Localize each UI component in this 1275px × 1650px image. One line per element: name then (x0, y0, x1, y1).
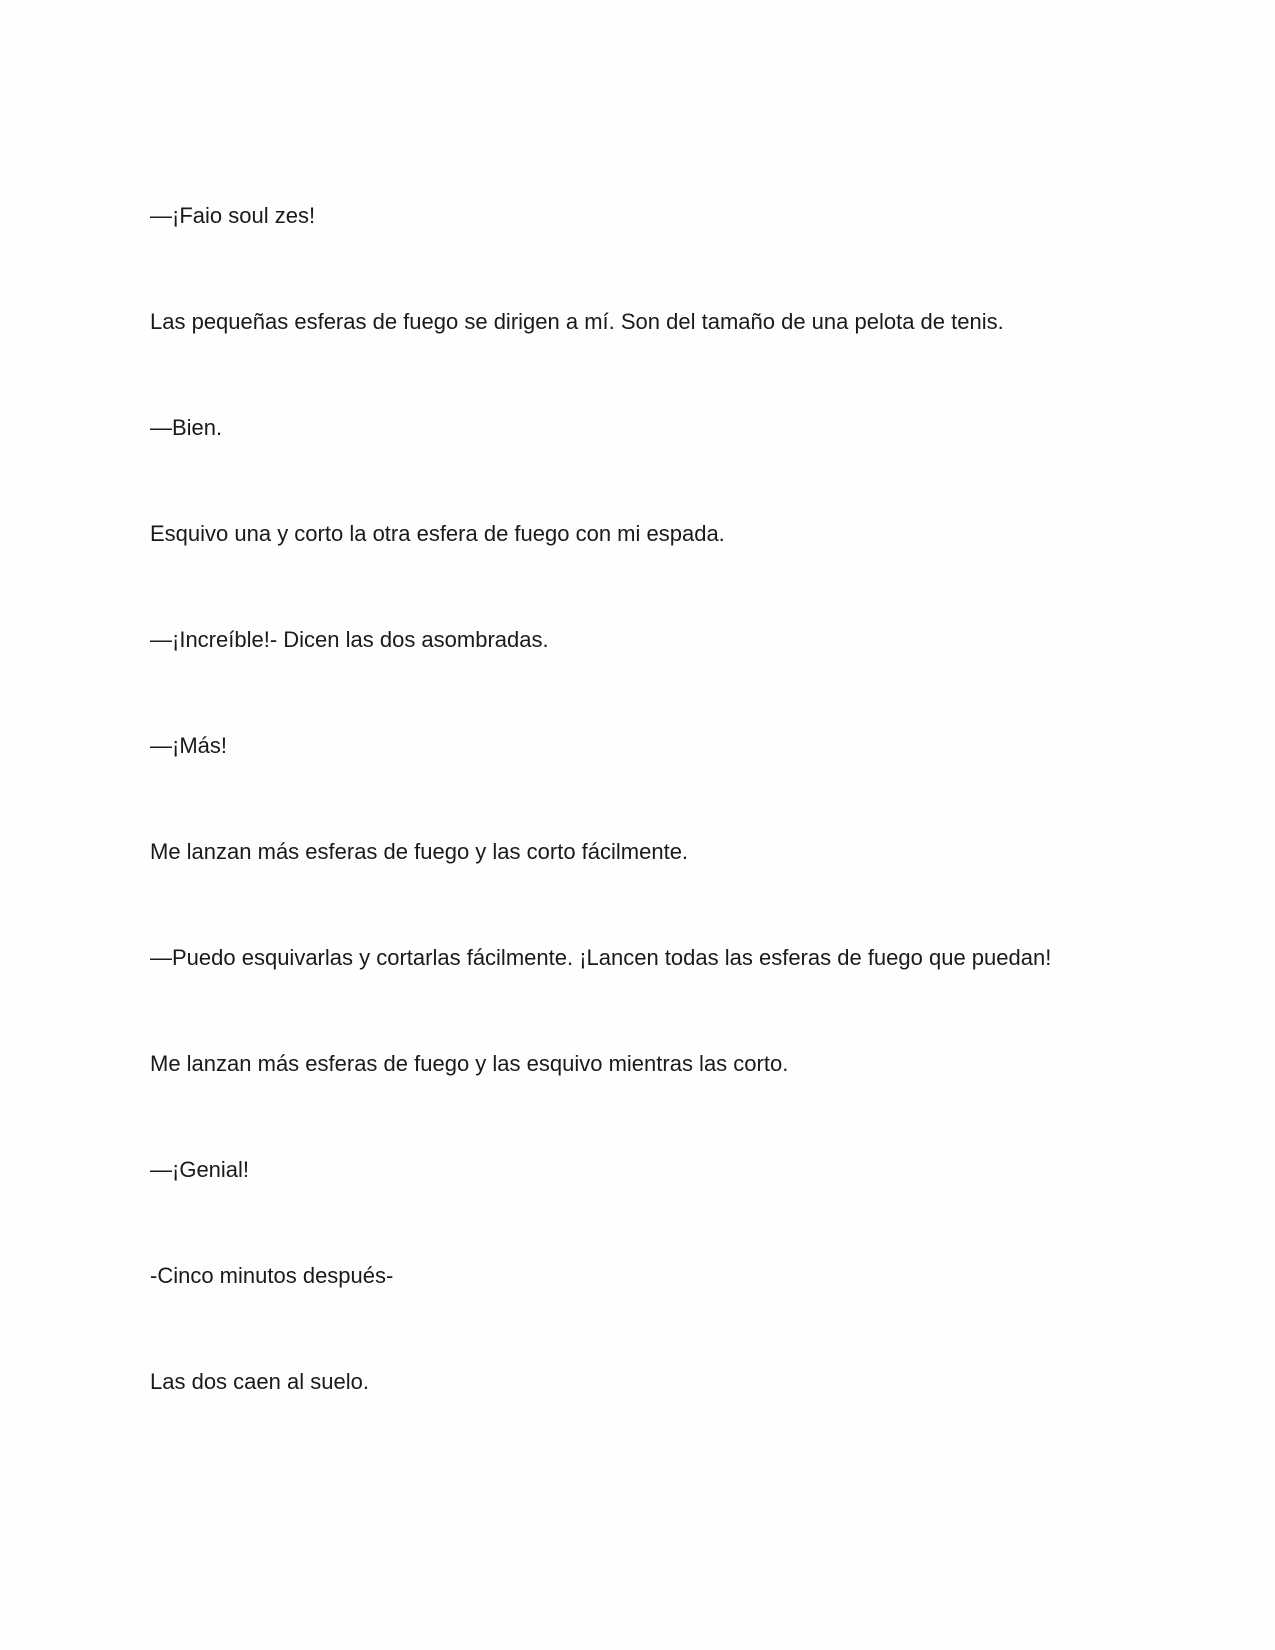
dialogue-line: —Puedo esquivarlas y cortarlas fácilmente. ¡Lancen todas las esferas de fuego que puedan! (150, 945, 1052, 970)
narration-line: Esquivo una y corto la otra esfera de fuego con mi espada. (150, 521, 725, 546)
narration-line: Las dos caen al suelo. (150, 1369, 369, 1394)
narration-line: Me lanzan más esferas de fuego y las esquivo mientras las corto. (150, 1051, 789, 1076)
dialogue-line: —¡Increíble!- Dicen las dos asombradas. (150, 627, 549, 652)
dialogue-line: —Bien. (150, 415, 223, 440)
dialogue-line: —¡Genial! (150, 1157, 250, 1182)
scene-break-line: -Cinco minutos después- (150, 1263, 394, 1288)
narration-line: Las pequeñas esferas de fuego se dirigen a mí. Son del tamaño de una pelota de tenis. (150, 309, 1004, 334)
dialogue-line: —¡Más! (150, 733, 227, 758)
dialogue-line: —¡Faio soul zes! (150, 203, 316, 228)
narration-line: Me lanzan más esferas de fuego y las corto fácilmente. (150, 839, 689, 864)
